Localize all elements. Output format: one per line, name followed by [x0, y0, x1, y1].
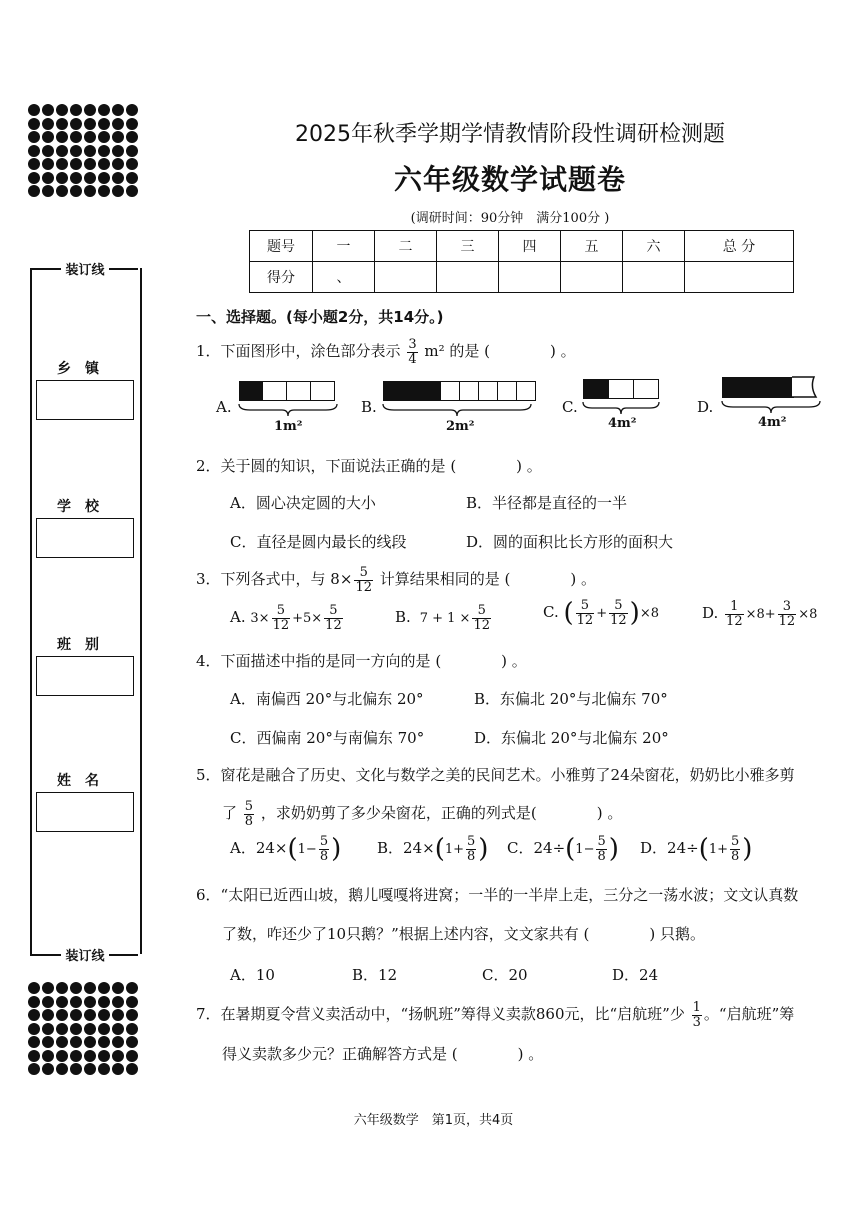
score-cell[interactable]	[623, 262, 685, 293]
dot	[56, 1063, 68, 1075]
dot	[112, 131, 124, 143]
dot-pattern-top	[28, 104, 143, 197]
field-label-class: 班别	[57, 637, 113, 653]
numerator: 5	[354, 566, 373, 581]
option-label: A.	[216, 398, 232, 416]
dot	[126, 131, 138, 143]
question-text: 1．下面图形中，涂色部分表示	[196, 342, 401, 361]
dot	[56, 145, 68, 157]
figure-c-brace	[582, 400, 662, 416]
dot	[98, 1063, 110, 1075]
exam-info: (调研时间：90分钟 满分100分 )	[410, 211, 610, 226]
question-3-stem	[196, 566, 596, 594]
fraction	[407, 338, 417, 366]
dot	[112, 172, 124, 184]
denominator: 8	[244, 813, 254, 829]
dot	[70, 982, 82, 994]
dot	[28, 131, 40, 143]
dot	[28, 996, 40, 1008]
dot	[84, 982, 96, 994]
option-label: A．24×	[230, 839, 288, 857]
dot	[70, 1009, 82, 1021]
dot	[84, 131, 96, 143]
dot	[42, 1050, 54, 1062]
dot	[112, 104, 124, 116]
question-3-option-c[interactable]: C. ( $\frac{5}{12}$ + $\frac{5}{12}$ )×8	[543, 597, 659, 628]
dot	[56, 104, 68, 116]
question-5-option-b[interactable]: B．24×(1+ $\frac{5}{8}$ )	[377, 833, 489, 864]
figure-b-brace	[382, 402, 532, 418]
fraction	[244, 800, 254, 828]
dot	[28, 982, 40, 994]
question-text: 3．下列各式中，与 8×	[196, 570, 353, 589]
dot	[56, 982, 68, 994]
field-label-school: 学校	[57, 499, 113, 515]
dot	[70, 118, 82, 130]
score-cell[interactable]: 、	[313, 262, 375, 293]
score-cell[interactable]	[437, 262, 499, 293]
dot	[28, 1036, 40, 1048]
dot	[84, 158, 96, 170]
question-4-option-a[interactable]: A．南偏西 20°与北偏东 20°	[230, 690, 424, 708]
denominator: 12	[355, 579, 372, 595]
dot	[28, 1063, 40, 1075]
figure-d-brace	[721, 399, 821, 415]
field-box-class[interactable]	[36, 656, 134, 696]
fraction	[692, 1001, 702, 1029]
dot	[42, 996, 54, 1008]
figure-a-brace	[238, 402, 338, 418]
dot	[112, 1009, 124, 1021]
dot	[56, 1036, 68, 1048]
question-4-option-c[interactable]: C．西偏南 20°与南偏东 70°	[230, 729, 425, 747]
dot	[126, 185, 138, 197]
score-cell[interactable]	[561, 262, 623, 293]
dot	[42, 145, 54, 157]
dot	[56, 158, 68, 170]
score-table-score-row	[250, 262, 794, 293]
score-cell: 题号	[250, 231, 313, 262]
dot	[28, 1023, 40, 1035]
question-6-stem-line1: 6．“太阳已近西山坡，鹅儿嘎嘎将进窝；一半的一半岸上走，三分之一荡水波；文文认真数	[196, 886, 799, 904]
dot	[126, 982, 138, 994]
dot	[28, 1050, 40, 1062]
dot	[98, 118, 110, 130]
option-label: B．24×	[377, 839, 435, 857]
dot	[126, 104, 138, 116]
score-cell: 总 分	[685, 231, 794, 262]
dot	[98, 1023, 110, 1035]
score-cell[interactable]	[685, 262, 794, 293]
dot	[112, 1023, 124, 1035]
dot	[42, 1009, 54, 1021]
question-5-option-d[interactable]: D．24÷(1+ $\frac{5}{8}$ )	[640, 833, 753, 864]
dot	[28, 185, 40, 197]
score-table-header-row	[250, 231, 794, 262]
dot	[42, 118, 54, 130]
question-text: 计算结果相同的是 ( ) 。	[374, 570, 596, 589]
option-label: C.	[543, 603, 559, 621]
dot	[126, 145, 138, 157]
figure-c-bar	[583, 379, 659, 399]
field-box-name[interactable]	[36, 792, 134, 832]
option-label: D.	[697, 398, 714, 416]
option-label: D.	[702, 604, 719, 623]
dot	[112, 996, 124, 1008]
question-1-stem	[196, 338, 576, 366]
question-5-stem-line2	[222, 800, 622, 828]
option-label: A.	[230, 608, 246, 627]
binding-strip	[30, 262, 140, 964]
question-7-stem-line1	[196, 1001, 794, 1029]
dot	[84, 145, 96, 157]
paper-title: 六年级数学试题卷	[393, 163, 626, 196]
score-table	[249, 230, 794, 293]
option-label: D．24÷	[640, 839, 699, 857]
dot	[126, 172, 138, 184]
question-2-option-d[interactable]: D．圆的面积比长方形的面积大	[466, 533, 674, 551]
page-footer: 六年级数学 第1页，共4页	[353, 1113, 514, 1128]
question-2-stem: 2．关于圆的知识，下面说法正确的是 ( ) 。	[196, 457, 542, 475]
question-4-stem: 4．下面描述中指的是同一方向的是 ( ) 。	[196, 652, 527, 670]
dot	[84, 172, 96, 184]
dot	[112, 1063, 124, 1075]
dot	[70, 1023, 82, 1035]
dot	[70, 1063, 82, 1075]
dot	[70, 131, 82, 143]
question-5-stem-line1: 5．窗花是融合了历史、文化与数学之美的民间艺术。小雅剪了24朵窗花，奶奶比小雅多剪	[196, 766, 795, 784]
dot	[28, 158, 40, 170]
figure-a-bar	[239, 381, 335, 401]
dot	[84, 118, 96, 130]
dot	[126, 158, 138, 170]
dot	[84, 185, 96, 197]
dot	[126, 996, 138, 1008]
score-cell: 一	[313, 231, 375, 262]
dot	[70, 145, 82, 157]
dot	[126, 1036, 138, 1048]
question-3-option-d[interactable]: D. $\frac{1}{12}$ ×8+ $\frac{3}{12}$ ×8	[702, 599, 818, 629]
dot	[70, 185, 82, 197]
field-label-name: 姓名	[57, 773, 113, 789]
dot	[98, 1050, 110, 1062]
figure-d-torn-end	[790, 375, 820, 399]
question-4-option-b[interactable]: B．东偏北 20°与北偏东 70°	[474, 690, 668, 708]
field-box-school[interactable]	[36, 518, 134, 558]
dot	[112, 158, 124, 170]
dot	[84, 104, 96, 116]
dot	[98, 104, 110, 116]
question-7-stem-line2: 得义卖款多少元？正确解答方式是 ( ) 。	[222, 1045, 544, 1063]
option-label: C．24÷	[507, 839, 566, 857]
dot	[56, 185, 68, 197]
figure-b-bar	[383, 381, 536, 401]
dot	[84, 1063, 96, 1075]
question-2-option-b[interactable]: B．半径都是直径的一半	[466, 494, 628, 512]
score-cell: 四	[499, 231, 561, 262]
score-cell: 六	[623, 231, 685, 262]
figure-d-label: 4m²	[758, 415, 787, 430]
dot	[70, 104, 82, 116]
dot	[112, 118, 124, 130]
dot	[28, 1009, 40, 1021]
dot	[56, 996, 68, 1008]
option-label: B.	[361, 398, 377, 416]
dot	[56, 1023, 68, 1035]
dot-pattern-bottom	[28, 982, 143, 1075]
dot	[126, 1063, 138, 1075]
dot	[98, 1036, 110, 1048]
score-cell: 二	[375, 231, 437, 262]
question-4-option-d[interactable]: D．东偏北 20°与北偏东 20°	[474, 729, 669, 747]
score-cell[interactable]	[499, 262, 561, 293]
question-6-option-b[interactable]: B．12	[352, 966, 398, 984]
numerator: 3	[408, 337, 417, 352]
dot	[70, 172, 82, 184]
dot	[112, 1036, 124, 1048]
numerator: 1	[692, 1000, 701, 1015]
dot	[42, 104, 54, 116]
binding-label-bottom: 装订线	[61, 945, 109, 964]
dot	[98, 172, 110, 184]
section-title: 一、选择题。(每小题2分，共14分。)	[196, 308, 444, 326]
option-label: B.	[395, 608, 411, 627]
dot	[98, 185, 110, 197]
dot	[56, 1050, 68, 1062]
binding-label-top: 装订线	[61, 259, 109, 278]
question-text: 。“启航班”筹	[703, 1005, 795, 1024]
dot	[56, 172, 68, 184]
score-cell: 三	[437, 231, 499, 262]
dot	[28, 104, 40, 116]
dot	[126, 1023, 138, 1035]
dot	[42, 982, 54, 994]
numerator: 5	[244, 799, 254, 814]
fraction	[354, 566, 373, 594]
dot	[112, 1050, 124, 1062]
dot	[70, 1050, 82, 1062]
dot	[56, 118, 68, 130]
dot	[70, 996, 82, 1008]
figure-d-filled	[722, 377, 794, 398]
score-cell: 得分	[250, 262, 313, 293]
question-5-option-c[interactable]: C．24÷(1− $\frac{5}{8}$ )	[507, 833, 619, 864]
question-2-option-a[interactable]: A．圆心决定圆的大小	[230, 494, 376, 512]
figure-b-label: 2m²	[446, 419, 475, 434]
dot	[70, 1036, 82, 1048]
dot	[126, 1050, 138, 1062]
dot	[42, 1063, 54, 1075]
question-6-option-a[interactable]: A．10	[230, 966, 275, 984]
question-3-option-a[interactable]: A. 3× $\frac{5}{12}$ +5× $\frac{5}{12}$	[230, 603, 342, 633]
dot	[56, 1009, 68, 1021]
score-cell: 五	[561, 231, 623, 262]
question-6-stem-line2: 了数，咋还少了10只鹅？”根据上述内容，文文家共有 ( ) 只鹅。	[222, 925, 705, 943]
dot	[84, 1036, 96, 1048]
dot	[126, 118, 138, 130]
dot	[98, 145, 110, 157]
field-box-town[interactable]	[36, 380, 134, 420]
field-label-town: 乡镇	[57, 361, 113, 377]
dot	[28, 118, 40, 130]
dot	[42, 185, 54, 197]
question-text: m² 的是 ( ) 。	[424, 342, 576, 361]
question-3-option-b[interactable]: B. 7 + 1 × $\frac{5}{12}$	[395, 603, 490, 633]
question-5-option-a[interactable]: A．24×(1− $\frac{5}{8}$ )	[230, 833, 342, 864]
denominator: 3	[692, 1014, 701, 1030]
dot	[42, 131, 54, 143]
dot	[42, 158, 54, 170]
figure-a-label: 1m²	[274, 419, 303, 434]
dot	[112, 145, 124, 157]
dot	[84, 1050, 96, 1062]
dot	[98, 131, 110, 143]
dot	[70, 158, 82, 170]
dot	[84, 996, 96, 1008]
dot	[84, 1023, 96, 1035]
question-text: 了	[222, 804, 238, 823]
figure-c-label: 4m²	[608, 416, 637, 431]
exam-title: 2025年秋季学期学情教情阶段性调研检测题	[295, 122, 725, 147]
dot	[84, 1009, 96, 1021]
dot	[42, 1023, 54, 1035]
denominator: 4	[408, 351, 417, 367]
question-text: 7．在暑期夏令营义卖活动中，“扬帆班”筹得义卖款860元，比“启航班”少	[196, 1005, 685, 1024]
dot	[98, 1009, 110, 1021]
dot	[112, 982, 124, 994]
dot	[98, 982, 110, 994]
dot	[98, 996, 110, 1008]
question-6-option-c[interactable]: C．20	[482, 966, 528, 984]
dot	[42, 1036, 54, 1048]
dot	[126, 1009, 138, 1021]
dot	[56, 131, 68, 143]
dot	[28, 172, 40, 184]
dot	[98, 158, 110, 170]
question-2-option-c[interactable]: C．直径是圆内最长的线段	[230, 533, 407, 551]
dot	[28, 145, 40, 157]
score-cell[interactable]	[375, 262, 437, 293]
question-text: ，求奶奶剪了多少朵窗花，正确的列式是( ) 。	[260, 804, 623, 823]
option-label: C.	[562, 398, 578, 416]
dot	[42, 172, 54, 184]
question-6-option-d[interactable]: D．24	[612, 966, 659, 984]
dot	[112, 185, 124, 197]
